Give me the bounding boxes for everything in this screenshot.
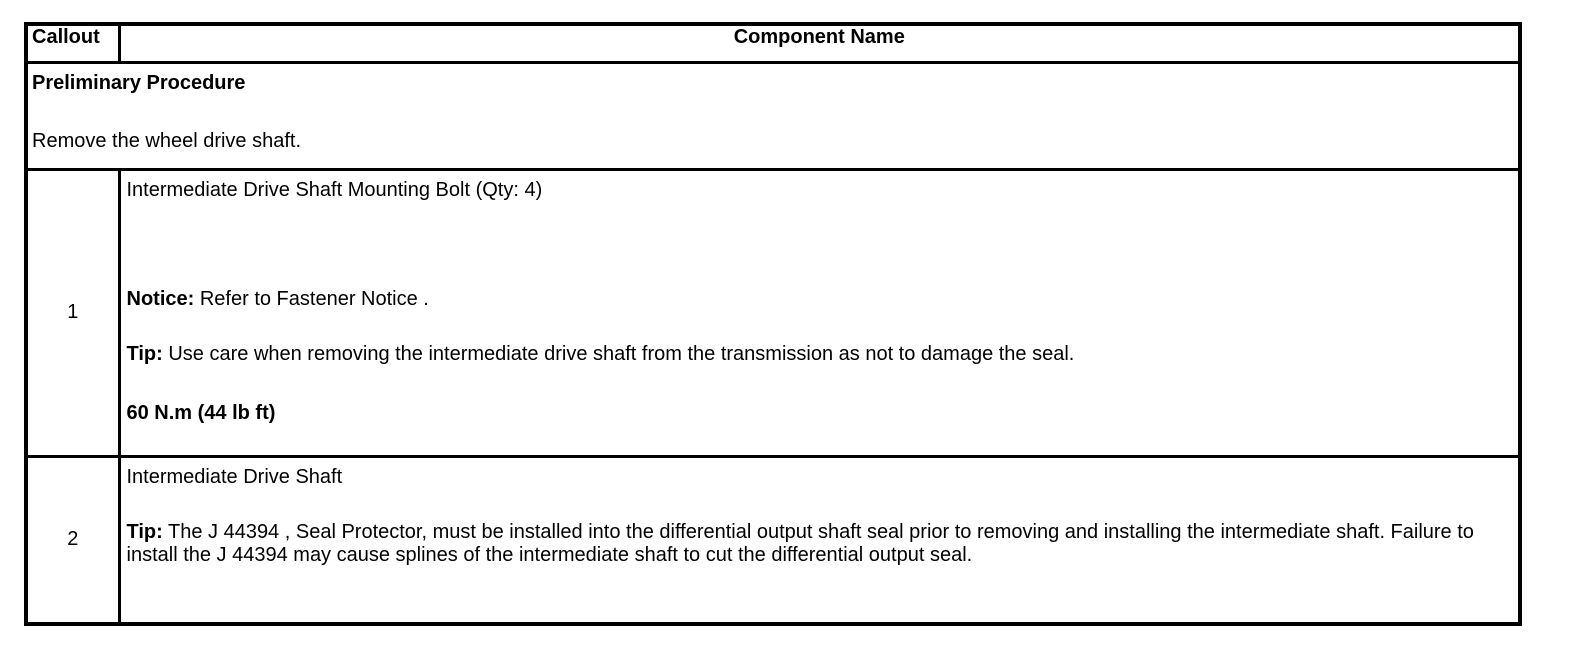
tip-label: Tip: — [126, 520, 163, 543]
tip-line — [127, 521, 1515, 567]
component-cell — [119, 456, 1520, 624]
tip-label: Tip: — [126, 342, 163, 365]
preliminary-cell — [26, 62, 1520, 169]
preliminary-instruction: Remove the wheel drive shaft. — [32, 129, 302, 152]
tip-text: The J 44394 , Seal Protector, must be installed into the differential output shaft seal prior to removing and installing the intermediate shaft. Failure to install the J 44394 may cause splines of the intermediate shaft to cut the differential output seal. — [126, 520, 1474, 566]
torque-spec: 60 N.m (44 lb ft) — [126, 401, 276, 424]
callout-number: 2 — [26, 456, 119, 624]
component-name-header: Component Name — [119, 24, 1520, 62]
tip-line — [127, 343, 1515, 366]
procedure-table — [24, 22, 1522, 626]
header-row — [26, 24, 1520, 62]
notice-text: Refer to Fastener Notice . — [194, 287, 429, 310]
preliminary-row — [26, 62, 1520, 169]
callout-header: Callout — [26, 24, 119, 62]
component-cell — [119, 169, 1520, 456]
component-name: Intermediate Drive Shaft — [126, 465, 343, 488]
component-name: Intermediate Drive Shaft Mounting Bolt (Qty: 4) — [126, 178, 543, 201]
notice-label: Notice: — [126, 287, 195, 310]
table-row — [26, 456, 1520, 624]
table-row — [26, 169, 1520, 456]
notice-line — [127, 288, 1515, 311]
callout-number: 1 — [26, 169, 119, 456]
tip-text: Use care when removing the intermediate drive shaft from the transmission as not to damage the seal. — [162, 342, 1075, 365]
preliminary-title: Preliminary Procedure — [32, 71, 246, 94]
